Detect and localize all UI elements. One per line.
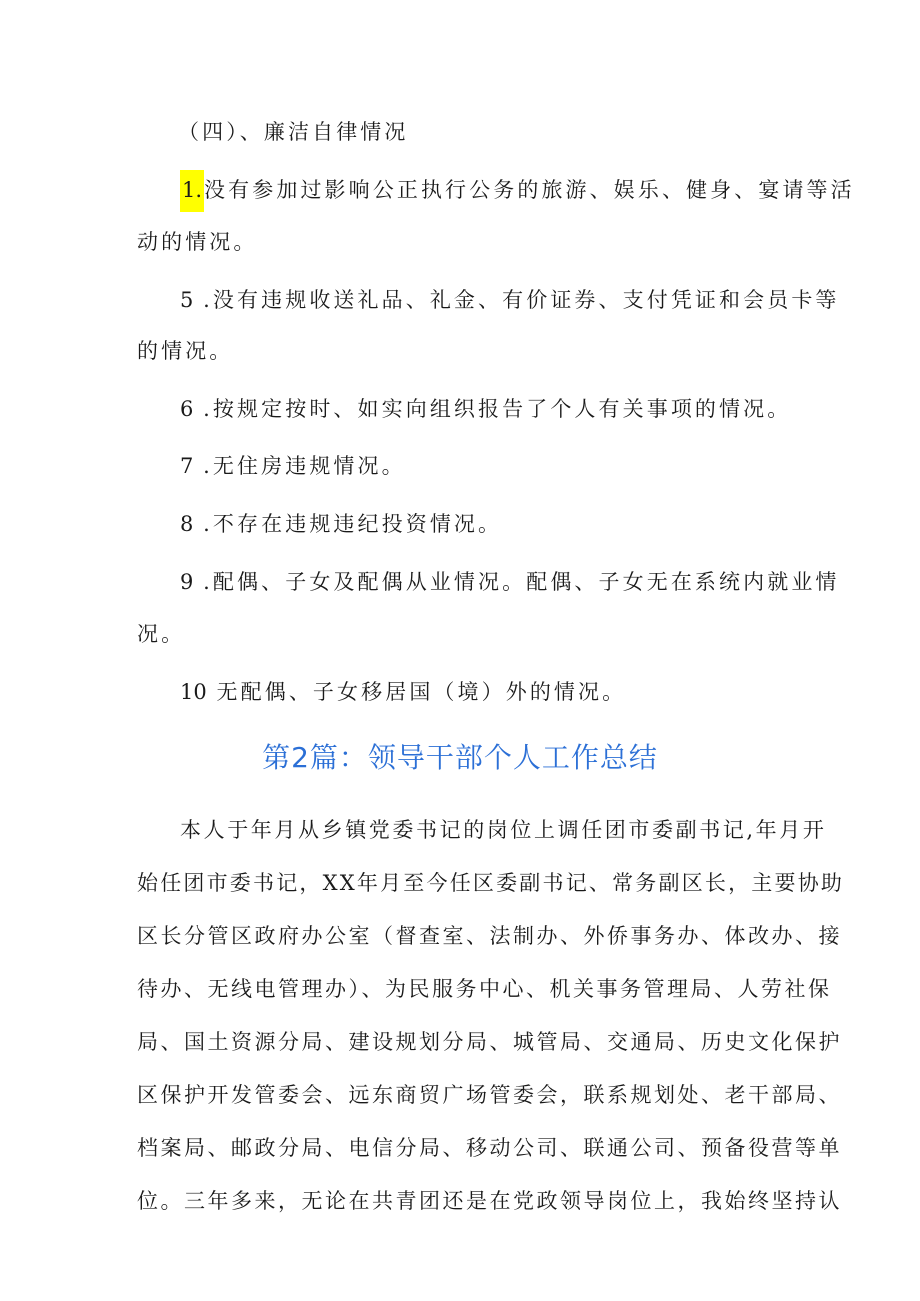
list-item-text: .没有违规收送礼品、礼金、有价证券、支付凭证和会员卡等 <box>203 288 840 312</box>
list-item <box>180 572 840 593</box>
list-item-text: 无配偶、子女移居国（境）外的情况。 <box>216 680 627 704</box>
list-item-number: 7 <box>180 454 194 478</box>
list-item-continuation: 动的情况。 <box>137 230 258 254</box>
list-item-number: 10 <box>180 680 207 704</box>
paragraph-line: 区保护开发管委会、远东商贸广场管委会，联系规划处、老干部局、 <box>137 1083 842 1107</box>
list-item-continuation: 况。 <box>137 622 186 646</box>
list-item <box>180 514 502 535</box>
list-item-number: 9 <box>180 570 194 594</box>
paragraph-line: 位。三年多来，无论在共青团还是在党政领导岗位上，我始终坚持认 <box>137 1189 842 1213</box>
highlighted-item-number: 1. <box>180 170 204 212</box>
list-item <box>180 456 406 477</box>
list-item <box>180 290 840 311</box>
paragraph-line: 档案局、邮政分局、电信分局、移动公司、联通公司、预备役营等单 <box>137 1136 842 1160</box>
list-item <box>180 399 791 420</box>
paragraph-line: 本人于年月从乡镇党委书记的岗位上调任团市委副书记,年月开 <box>180 818 827 842</box>
article-heading: 第2篇：领导干部个人工作总结 <box>262 741 658 774</box>
paragraph-line: 始任团市委书记，XX年月至今任区委副书记、常务副区长，主要协助 <box>137 871 845 895</box>
list-item-text: .按规定按时、如实向组织报告了个人有关事项的情况。 <box>203 397 792 421</box>
section-title: （四）、廉洁自律情况 <box>178 120 409 144</box>
paragraph-line: 区长分管区政府办公室（督查室、法制办、外侨事务办、体改办、接 <box>137 924 842 948</box>
list-item-text: .不存在违规违纪投资情况。 <box>203 512 503 536</box>
list-item-number: 6 <box>180 397 194 421</box>
list-item-text: .配偶、子女及配偶从业情况。配偶、子女无在系统内就业情 <box>203 570 840 594</box>
list-item-number: 5 <box>180 288 194 312</box>
list-item-text: 没有参加过影响公正执行公务的旅游、娱乐、健身、宴请等活 <box>204 178 855 202</box>
list-item-text: .无住房违规情况。 <box>203 454 406 478</box>
list-item <box>180 180 855 201</box>
list-item-number: 8 <box>180 512 194 536</box>
list-item <box>180 682 626 703</box>
paragraph-line: 局、国土资源分局、建设规划分局、城管局、交通局、历史文化保护 <box>137 1030 842 1054</box>
list-item-continuation: 的情况。 <box>137 339 234 363</box>
paragraph-line: 待办、无线电管理办）、为民服务中心、机关事务管理局、人劳社保 <box>137 977 832 1001</box>
